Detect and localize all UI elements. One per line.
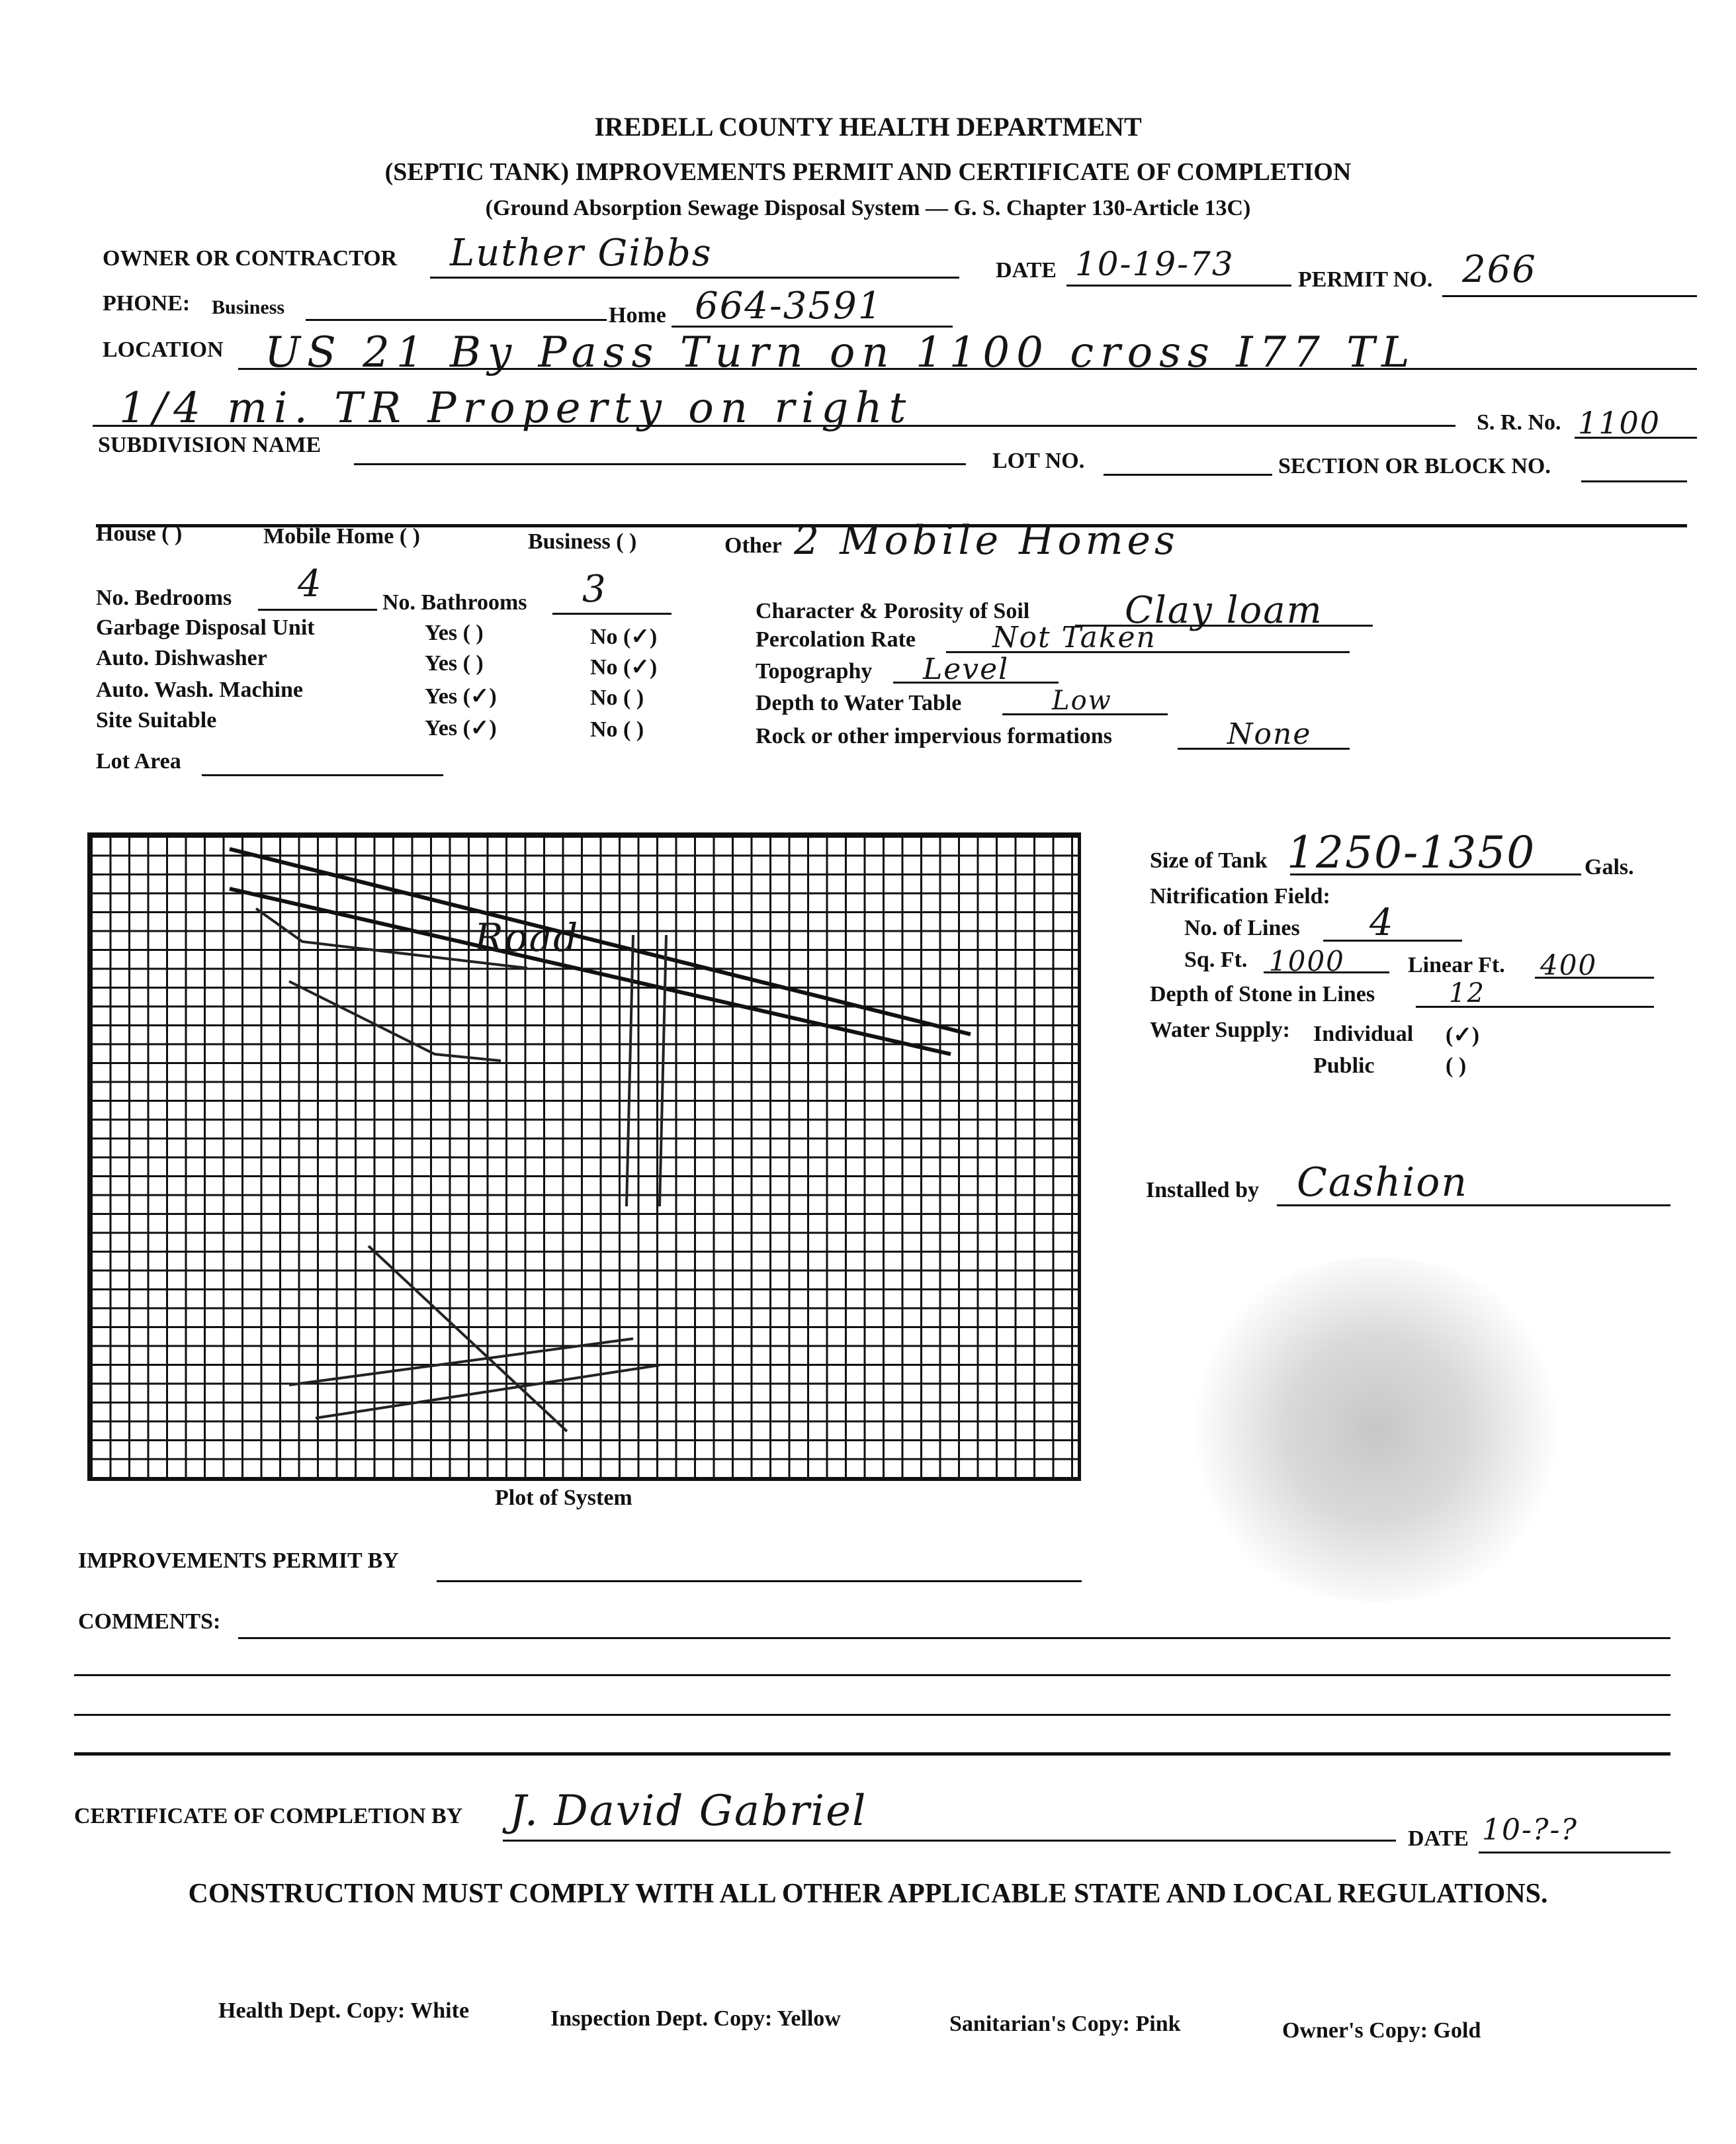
date-label: DATE bbox=[996, 258, 1057, 283]
copy-owner: Owner's Copy: Gold bbox=[1282, 2018, 1481, 2043]
permit-value: 266 bbox=[1462, 248, 1537, 291]
smudge bbox=[1178, 1257, 1575, 1601]
rock-label: Rock or other impervious formations bbox=[756, 724, 1112, 748]
certificate-signature: J. David Gabriel bbox=[509, 1787, 867, 1836]
site-suitable-no: No ( ) bbox=[590, 717, 644, 742]
dishwasher-no: No (✓) bbox=[590, 655, 658, 680]
soil-character-value: Clay loam bbox=[1125, 589, 1323, 632]
topography-label: Topography bbox=[756, 659, 873, 684]
section-label: SECTION OR BLOCK NO. bbox=[1278, 454, 1551, 478]
bathrooms-label: No. Bathrooms bbox=[382, 590, 527, 615]
linear-ft-label: Linear Ft. bbox=[1408, 953, 1505, 977]
bedrooms-value: 4 bbox=[298, 562, 323, 605]
sr-value: 1100 bbox=[1578, 405, 1661, 441]
water-supply-label: Water Supply: bbox=[1150, 1018, 1290, 1042]
water-table-label: Depth to Water Table bbox=[756, 691, 962, 715]
individual-mark: (✓) bbox=[1446, 1023, 1480, 1048]
sqft-value: 1000 bbox=[1269, 945, 1345, 977]
form-subtitle: (Ground Absorption Sewage Disposal System — G. S. Chapter 130-Article 13C) bbox=[485, 196, 1251, 220]
perc-rate-value: Not Taken bbox=[992, 621, 1156, 654]
owner-label: OWNER OR CONTRACTOR bbox=[103, 246, 398, 271]
comments-label: COMMENTS: bbox=[78, 1609, 221, 1634]
house-option: House ( ) bbox=[96, 521, 183, 546]
form-title: (SEPTIC TANK) IMPROVEMENTS PERMIT AND CERTIFICATE OF COMPLETION bbox=[384, 158, 1352, 186]
stone-depth-value: 12 bbox=[1449, 978, 1485, 1008]
other-label: Other bbox=[724, 533, 782, 558]
copy-sanitarian: Sanitarian's Copy: Pink bbox=[949, 2012, 1181, 2036]
copy-inspection: Inspection Dept. Copy: Yellow bbox=[550, 2006, 841, 2031]
plot-grid bbox=[87, 832, 1081, 1481]
date-value: 10-19-73 bbox=[1075, 245, 1235, 283]
subdivision-label: SUBDIVISION NAME bbox=[98, 433, 322, 457]
dishwasher-label: Auto. Dishwasher bbox=[96, 646, 267, 670]
location-line2: 1/4 mi. TR Property on right bbox=[119, 384, 913, 433]
location-label: LOCATION bbox=[103, 337, 224, 362]
phone-label: PHONE: bbox=[103, 291, 191, 316]
public-label: Public bbox=[1313, 1053, 1375, 1078]
site-suitable-yes: Yes (✓) bbox=[425, 716, 497, 740]
completion-date-value: 10-?-? bbox=[1482, 1813, 1578, 1847]
lot-area-label: Lot Area bbox=[96, 749, 181, 774]
owner-value: Luther Gibbs bbox=[450, 232, 713, 275]
soil-character-label: Character & Porosity of Soil bbox=[756, 599, 1030, 623]
bathrooms-value: 3 bbox=[582, 568, 607, 611]
dishwasher-yes: Yes ( ) bbox=[425, 651, 484, 676]
home-phone-label: Home bbox=[609, 303, 666, 328]
stone-depth-label: Depth of Stone in Lines bbox=[1150, 982, 1375, 1006]
certificate-label: CERTIFICATE OF COMPLETION BY bbox=[74, 1804, 463, 1828]
bedrooms-label: No. Bedrooms bbox=[96, 586, 232, 610]
gals-label: Gals. bbox=[1584, 855, 1634, 879]
tank-size-label: Size of Tank bbox=[1150, 848, 1268, 873]
compliance-notice: CONSTRUCTION MUST COMPLY WITH ALL OTHER APPLICABLE STATE AND LOCAL REGULATIONS. bbox=[188, 1879, 1548, 1909]
lines-value: 4 bbox=[1369, 901, 1395, 944]
plot-sketch bbox=[91, 836, 1078, 1478]
location-line1: US 21 By Pass Turn on 1100 cross I77 TL bbox=[265, 328, 1416, 377]
water-table-value: Low bbox=[1052, 686, 1112, 716]
completion-date-label: DATE bbox=[1408, 1826, 1469, 1851]
other-value: 2 Mobile Homes bbox=[794, 517, 1179, 564]
installed-by-label: Installed by bbox=[1146, 1178, 1259, 1202]
copy-health: Health Dept. Copy: White bbox=[218, 1998, 470, 2023]
rock-value: None bbox=[1227, 717, 1312, 751]
wash-machine-label: Auto. Wash. Machine bbox=[96, 678, 303, 702]
individual-label: Individual bbox=[1313, 1022, 1414, 1046]
lines-label: No. of Lines bbox=[1184, 916, 1300, 940]
sqft-label: Sq. Ft. bbox=[1184, 948, 1248, 972]
garbage-no: No (✓) bbox=[590, 625, 658, 649]
mobile-home-option: Mobile Home ( ) bbox=[263, 524, 420, 549]
perc-rate-label: Percolation Rate bbox=[756, 627, 916, 652]
garbage-yes: Yes ( ) bbox=[425, 621, 484, 645]
improvements-permit-label: IMPROVEMENTS PERMIT BY bbox=[78, 1548, 399, 1573]
tank-size-value: 1250-1350 bbox=[1287, 827, 1536, 878]
wash-machine-no: No ( ) bbox=[590, 686, 644, 710]
public-mark: ( ) bbox=[1446, 1053, 1467, 1078]
permit-label: PERMIT NO. bbox=[1298, 267, 1433, 292]
department-title: IREDELL COUNTY HEALTH DEPARTMENT bbox=[594, 112, 1142, 142]
garbage-label: Garbage Disposal Unit bbox=[96, 615, 315, 640]
installed-by-value: Cashion bbox=[1297, 1159, 1469, 1206]
lot-label: LOT NO. bbox=[992, 449, 1085, 473]
plot-caption: Plot of System bbox=[495, 1486, 632, 1510]
road-label: Road bbox=[474, 915, 580, 960]
business-option: Business ( ) bbox=[528, 529, 637, 554]
linear-ft-value: 400 bbox=[1540, 949, 1598, 981]
wash-machine-yes: Yes (✓) bbox=[425, 684, 497, 709]
nitrification-label: Nitrification Field: bbox=[1150, 884, 1330, 909]
business-phone-label: Business bbox=[212, 296, 285, 318]
sr-label: S. R. No. bbox=[1477, 410, 1561, 435]
topography-value: Level bbox=[923, 652, 1010, 686]
site-suitable-label: Site Suitable bbox=[96, 708, 217, 733]
home-phone-value: 664-3591 bbox=[695, 285, 883, 328]
